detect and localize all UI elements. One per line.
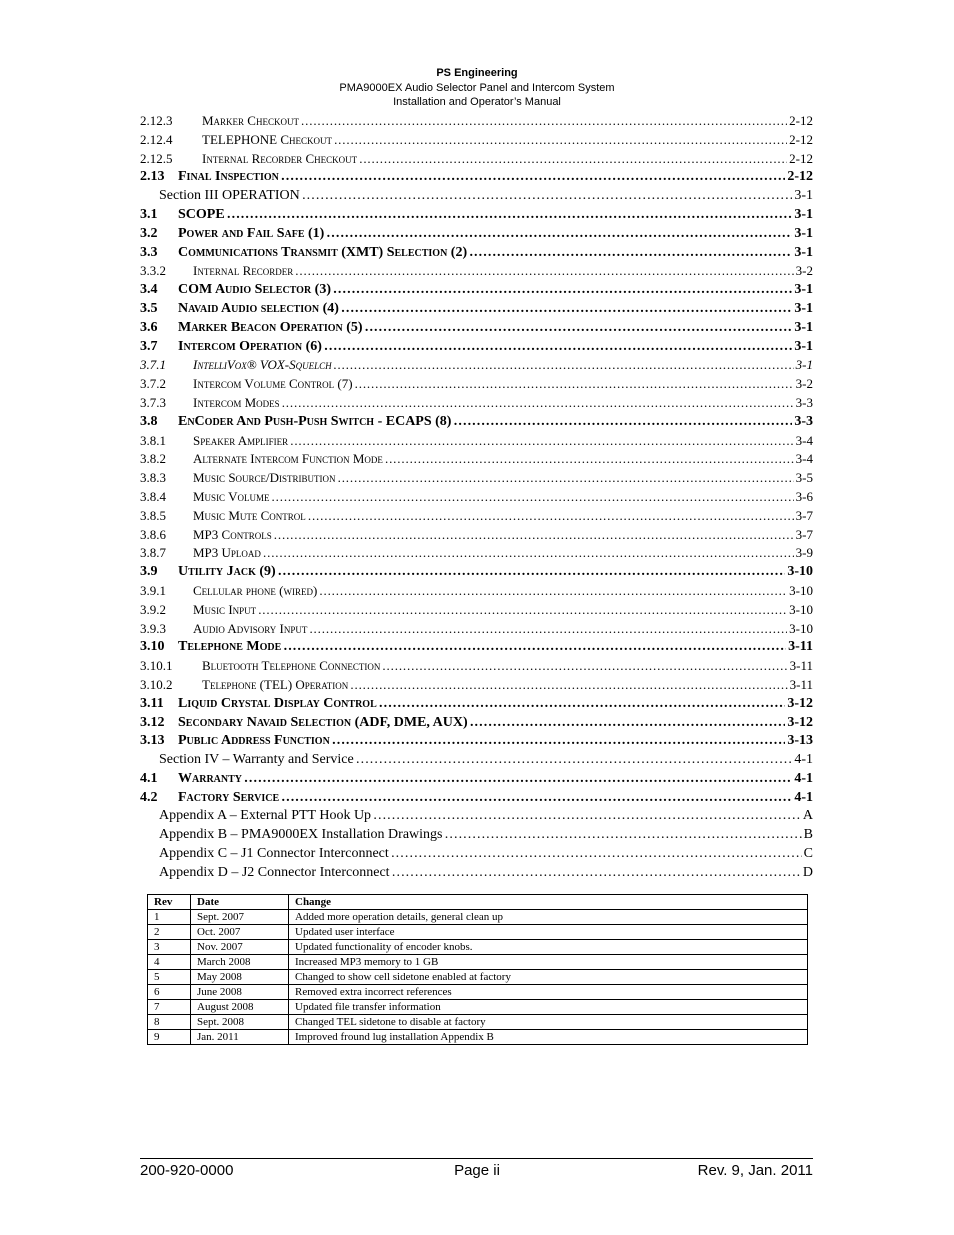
toc-entry-number: 3.13 bbox=[140, 733, 165, 749]
toc-entry-page: 3-2 bbox=[794, 262, 813, 281]
revision-change-cell: Increased MP3 memory to 1 GB bbox=[289, 955, 808, 970]
toc-entry-title: Utility Jack (9) . . . bbox=[178, 563, 813, 582]
toc-entry-page: 3-4 bbox=[794, 432, 813, 451]
toc-entry bbox=[140, 262, 813, 281]
rev-column-header: Rev bbox=[148, 895, 191, 910]
toc-entry-title: Liquid Crystal Display Control . . . bbox=[178, 695, 813, 714]
toc-entry-title: Intercom Modes . . . bbox=[193, 394, 813, 413]
toc-entry-number: 3.5 bbox=[140, 300, 158, 316]
toc-entry-title: Telephone Mode . . . bbox=[178, 638, 813, 657]
toc-entry-number: 3.8.6 bbox=[140, 526, 166, 542]
toc-entry-page: 3-10 bbox=[787, 601, 813, 620]
toc-entry-page: 3-9 bbox=[794, 544, 813, 563]
toc-entry-title: Bluetooth Telephone Connection . . . bbox=[202, 657, 813, 676]
toc-entry-page: 3-1 bbox=[792, 281, 813, 300]
footer-divider bbox=[140, 1158, 813, 1159]
toc-entry-page: 2-12 bbox=[787, 112, 813, 131]
toc-entry-page: 3-1 bbox=[792, 319, 813, 338]
toc-entry bbox=[140, 150, 813, 169]
toc-entry-title: Marker Checkout . . . bbox=[202, 112, 813, 131]
toc-entry bbox=[140, 375, 813, 394]
toc-entry-number: 3.8.1 bbox=[140, 432, 166, 448]
toc-entry-page: 3-13 bbox=[785, 732, 813, 751]
revision-date-cell: Sept. 2008 bbox=[191, 1015, 289, 1030]
revision-row bbox=[148, 910, 808, 925]
revision-rev-cell: 6 bbox=[148, 985, 191, 1000]
toc-entry bbox=[140, 112, 813, 131]
revision-date-cell: Jan. 2011 bbox=[191, 1030, 289, 1045]
revision-row bbox=[148, 985, 808, 1000]
toc-entry-title: Telephone (TEL) Operation . . . bbox=[202, 676, 813, 695]
toc-entry-number: 3.9.3 bbox=[140, 620, 166, 636]
toc-entry-page: 3-6 bbox=[794, 488, 813, 507]
toc-entry-title: IntelliVox® VOX-Squelch . . . bbox=[193, 356, 813, 375]
toc-entry-number: 3.8.5 bbox=[140, 507, 166, 523]
toc-entry-number: 3.3.2 bbox=[140, 263, 166, 279]
date-column-header: Date bbox=[191, 895, 289, 910]
toc-entry-title: Navaid Audio selection (4) . . . bbox=[178, 300, 813, 319]
toc-entry bbox=[140, 244, 813, 263]
toc-entry-title: Internal Recorder Checkout . . . bbox=[202, 150, 813, 169]
revision-change-cell: Removed extra incorrect references bbox=[289, 985, 808, 1000]
toc-entry bbox=[140, 695, 813, 714]
revision-rev-cell: 4 bbox=[148, 955, 191, 970]
toc-entry-page: 3-11 bbox=[788, 657, 813, 676]
toc-entry-title: Music Input . . . bbox=[193, 601, 813, 620]
toc-entry-page: C bbox=[802, 845, 813, 864]
toc-entry-page: B bbox=[802, 826, 813, 845]
revision-row bbox=[148, 955, 808, 970]
revision-row bbox=[148, 1000, 808, 1015]
toc-entry bbox=[140, 638, 813, 657]
toc-entry bbox=[140, 620, 813, 639]
toc-entry bbox=[140, 657, 813, 676]
revision-rev-cell: 8 bbox=[148, 1015, 191, 1030]
toc-entry bbox=[140, 526, 813, 545]
toc-entry-title: Intercom Volume Control (7) . . . bbox=[193, 375, 813, 394]
revision-change-cell: Changed TEL sidetone to disable at factory bbox=[289, 1015, 808, 1030]
toc-entry-page: 3-4 bbox=[794, 450, 813, 469]
toc-entry-page: 3-5 bbox=[794, 469, 813, 488]
toc-entry-title: Appendix D – J2 Connector Interconnect . . . bbox=[159, 864, 813, 883]
toc-entry-number: 4.2 bbox=[140, 789, 158, 805]
toc-entry-number: 3.9.1 bbox=[140, 582, 166, 598]
toc-entry-number: 2.13 bbox=[140, 169, 165, 185]
toc-entry-number: 3.4 bbox=[140, 282, 158, 298]
toc-entry bbox=[140, 469, 813, 488]
toc-entry bbox=[140, 300, 813, 319]
toc-entry-number: 2.12.3 bbox=[140, 113, 173, 128]
revision-date-cell: May 2008 bbox=[191, 970, 289, 985]
table-of-contents bbox=[140, 112, 813, 883]
toc-entry-page: 3-10 bbox=[787, 582, 813, 601]
toc-entry-page: 3-7 bbox=[794, 507, 813, 526]
toc-entry-title: Intercom Operation (6) . . . bbox=[178, 338, 813, 357]
toc-entry bbox=[140, 450, 813, 469]
toc-entry bbox=[140, 770, 813, 789]
revision-date-cell: Nov. 2007 bbox=[191, 940, 289, 955]
toc-entry-number: 3.2 bbox=[140, 225, 158, 241]
revision-rev-cell: 5 bbox=[148, 970, 191, 985]
toc-entry-title: MP3 Controls . . . bbox=[193, 526, 813, 545]
revision-change-cell: Changed to show cell sidetone enabled at factory bbox=[289, 970, 808, 985]
toc-entry-title: Music Source/Distribution . . . bbox=[193, 469, 813, 488]
toc-entry-title: Marker Beacon Operation (5) . . . bbox=[178, 319, 813, 338]
toc-entry-number: 3.9 bbox=[140, 564, 158, 580]
footer-revision: Rev. 9, Jan. 2011 bbox=[697, 1162, 813, 1179]
revision-row bbox=[148, 1030, 808, 1045]
toc-entry-page: 3-1 bbox=[792, 187, 813, 206]
toc-entry bbox=[140, 563, 813, 582]
header-manual: Installation and Operator’s Manual bbox=[393, 96, 561, 108]
toc-entry-page: 3-1 bbox=[792, 244, 813, 263]
revision-date-cell: August 2008 bbox=[191, 1000, 289, 1015]
toc-entry bbox=[140, 206, 813, 225]
toc-entry bbox=[140, 281, 813, 300]
toc-entry-title: Speaker Amplifier . . . bbox=[193, 432, 813, 451]
toc-entry bbox=[140, 225, 813, 244]
toc-entry-number: 3.7.2 bbox=[140, 376, 166, 392]
toc-entry-page: 2-12 bbox=[787, 131, 813, 150]
toc-entry-number: 3.9.2 bbox=[140, 601, 166, 617]
revision-change-cell: Updated user interface bbox=[289, 925, 808, 940]
toc-entry bbox=[140, 187, 813, 206]
footer-page: Page ii bbox=[454, 1162, 500, 1179]
revision-date-cell: Oct. 2007 bbox=[191, 925, 289, 940]
revision-change-cell: Updated file transfer information bbox=[289, 1000, 808, 1015]
toc-entry-title: COM Audio Selector (3) . . . bbox=[178, 281, 813, 300]
toc-entry bbox=[140, 413, 813, 432]
toc-entry bbox=[140, 338, 813, 357]
revision-change-cell: Added more operation details, general clean up bbox=[289, 910, 808, 925]
toc-entry-title: SCOPE . . . bbox=[178, 206, 813, 225]
toc-entry-page: 4-1 bbox=[792, 751, 813, 770]
toc-entry-page: 2-12 bbox=[787, 150, 813, 169]
revision-row bbox=[148, 1015, 808, 1030]
toc-entry-page: 3-2 bbox=[794, 375, 813, 394]
toc-entry-title: Factory Service . . . bbox=[178, 789, 813, 808]
toc-entry-title: Internal Recorder . . . bbox=[193, 262, 813, 281]
revision-change-cell: Updated functionality of encoder knobs. bbox=[289, 940, 808, 955]
toc-entry-page: 3-12 bbox=[785, 714, 813, 733]
toc-entry-page: 3-1 bbox=[794, 356, 813, 375]
toc-entry-page: 3-10 bbox=[787, 620, 813, 639]
toc-entry-title: Cellular phone (wired) . . . bbox=[193, 582, 813, 601]
toc-entry-title: Section IV – Warranty and Service . . . bbox=[159, 751, 813, 770]
toc-entry-title: TELEPHONE Checkout . . . bbox=[202, 131, 813, 150]
toc-entry bbox=[140, 732, 813, 751]
toc-entry-title: Communications Transmit (XMT) Selection (2) . . . bbox=[178, 244, 813, 263]
toc-entry-title: Music Mute Control . . . bbox=[193, 507, 813, 526]
toc-entry-title: MP3 Upload . . . bbox=[193, 544, 813, 563]
toc-entry-number: 3.8 bbox=[140, 413, 158, 429]
toc-entry-title: Appendix C – J1 Connector Interconnect . . . bbox=[159, 845, 813, 864]
toc-entry-page: 3-1 bbox=[792, 338, 813, 357]
toc-entry bbox=[140, 826, 813, 845]
toc-entry-title: Warranty . . . bbox=[178, 770, 813, 789]
toc-entry-number: 3.7 bbox=[140, 338, 158, 354]
toc-entry-title: Audio Advisory Input . . . bbox=[193, 620, 813, 639]
toc-entry-page: 3-1 bbox=[792, 225, 813, 244]
toc-entry-number: 2.12.4 bbox=[140, 131, 173, 147]
revision-date-cell: Sept. 2007 bbox=[191, 910, 289, 925]
toc-entry bbox=[140, 319, 813, 338]
toc-entry-page: 3-12 bbox=[785, 695, 813, 714]
toc-entry-title: Public Address Function . . . bbox=[178, 732, 813, 751]
toc-entry-title: Section III OPERATION . . . bbox=[159, 187, 813, 206]
toc-entry bbox=[140, 131, 813, 150]
toc-entry bbox=[140, 714, 813, 733]
toc-entry-number: 3.8.4 bbox=[140, 488, 166, 504]
revision-rev-cell: 2 bbox=[148, 925, 191, 940]
revision-table bbox=[147, 894, 808, 1045]
toc-entry-number: 3.1 bbox=[140, 206, 158, 222]
toc-entry-number: 3.8.2 bbox=[140, 451, 166, 467]
toc-entry-number: 3.10.1 bbox=[140, 658, 173, 674]
toc-entry bbox=[140, 432, 813, 451]
change-column-header: Change bbox=[289, 895, 808, 910]
toc-entry bbox=[140, 789, 813, 808]
footer-doc-number: 200-920-0000 bbox=[140, 1162, 234, 1179]
toc-entry-title: Alternate Intercom Function Mode . . . bbox=[193, 450, 813, 469]
toc-entry-page: 3-11 bbox=[788, 676, 813, 695]
toc-entry-page: 4-1 bbox=[792, 789, 813, 808]
toc-entry-page: 3-3 bbox=[794, 394, 813, 413]
toc-entry-number: 3.7.1 bbox=[140, 357, 166, 373]
toc-entry-number: 4.1 bbox=[140, 770, 158, 786]
revision-rev-cell: 3 bbox=[148, 940, 191, 955]
toc-entry bbox=[140, 751, 813, 770]
toc-entry-number: 2.12.5 bbox=[140, 150, 173, 166]
toc-entry bbox=[140, 356, 813, 375]
toc-entry bbox=[140, 676, 813, 695]
toc-entry bbox=[140, 507, 813, 526]
toc-entry-number: 3.3 bbox=[140, 244, 158, 260]
revision-header-row bbox=[148, 895, 808, 910]
toc-entry-number: 3.6 bbox=[140, 319, 158, 335]
revision-row bbox=[148, 925, 808, 940]
toc-entry-title: Appendix B – PMA9000EX Installation Drawings . . . bbox=[159, 826, 813, 845]
toc-entry-page: 2-12 bbox=[785, 168, 813, 187]
revision-change-cell: Improved fround lug installation Appendix B bbox=[289, 1030, 808, 1045]
toc-entry-page: 4-1 bbox=[792, 770, 813, 789]
toc-entry-number: 3.11 bbox=[140, 695, 164, 711]
toc-entry-number: 3.10 bbox=[140, 639, 165, 655]
toc-entry-page: D bbox=[801, 864, 813, 883]
toc-entry-number: 3.12 bbox=[140, 714, 165, 730]
toc-entry bbox=[140, 807, 813, 826]
toc-entry bbox=[140, 845, 813, 864]
header-company: PS Engineering bbox=[436, 67, 518, 79]
toc-entry-title: Appendix A – External PTT Hook Up . . . bbox=[159, 807, 813, 826]
toc-entry-page: 3-1 bbox=[792, 300, 813, 319]
toc-entry-page: 3-11 bbox=[786, 638, 813, 657]
toc-entry bbox=[140, 168, 813, 187]
revision-rev-cell: 7 bbox=[148, 1000, 191, 1015]
toc-entry-number: 3.8.7 bbox=[140, 545, 166, 561]
revision-date-cell: March 2008 bbox=[191, 955, 289, 970]
toc-entry bbox=[140, 601, 813, 620]
revision-rev-cell: 9 bbox=[148, 1030, 191, 1045]
toc-entry-title: Final Inspection . . . bbox=[178, 168, 813, 187]
toc-entry-number: 3.8.3 bbox=[140, 470, 166, 486]
revision-row bbox=[148, 970, 808, 985]
toc-entry-page: 3-7 bbox=[794, 526, 813, 545]
toc-entry-title: Secondary Navaid Selection (ADF, DME, AUX) . . . bbox=[178, 714, 813, 733]
revision-rev-cell: 1 bbox=[148, 910, 191, 925]
toc-entry bbox=[140, 488, 813, 507]
revision-row bbox=[148, 940, 808, 955]
toc-entry-title: Music Volume . . . bbox=[193, 488, 813, 507]
revision-date-cell: June 2008 bbox=[191, 985, 289, 1000]
toc-entry bbox=[140, 864, 813, 883]
toc-entry-page: A bbox=[801, 807, 813, 826]
toc-entry bbox=[140, 582, 813, 601]
header-product: PMA9000EX Audio Selector Panel and Intercom System bbox=[339, 82, 615, 94]
toc-entry-page: 3-3 bbox=[792, 413, 813, 432]
toc-entry-title: Power and Fail Safe (1) . . . bbox=[178, 225, 813, 244]
toc-entry-page: 3-1 bbox=[792, 206, 813, 225]
toc-entry bbox=[140, 544, 813, 563]
toc-entry bbox=[140, 394, 813, 413]
toc-entry-number: 3.10.2 bbox=[140, 676, 173, 692]
toc-entry-title: EnCoder And Push-Push Switch - ECAPS (8) . . . bbox=[178, 413, 813, 432]
toc-entry-number: 3.7.3 bbox=[140, 394, 166, 410]
toc-entry-page: 3-10 bbox=[785, 563, 813, 582]
